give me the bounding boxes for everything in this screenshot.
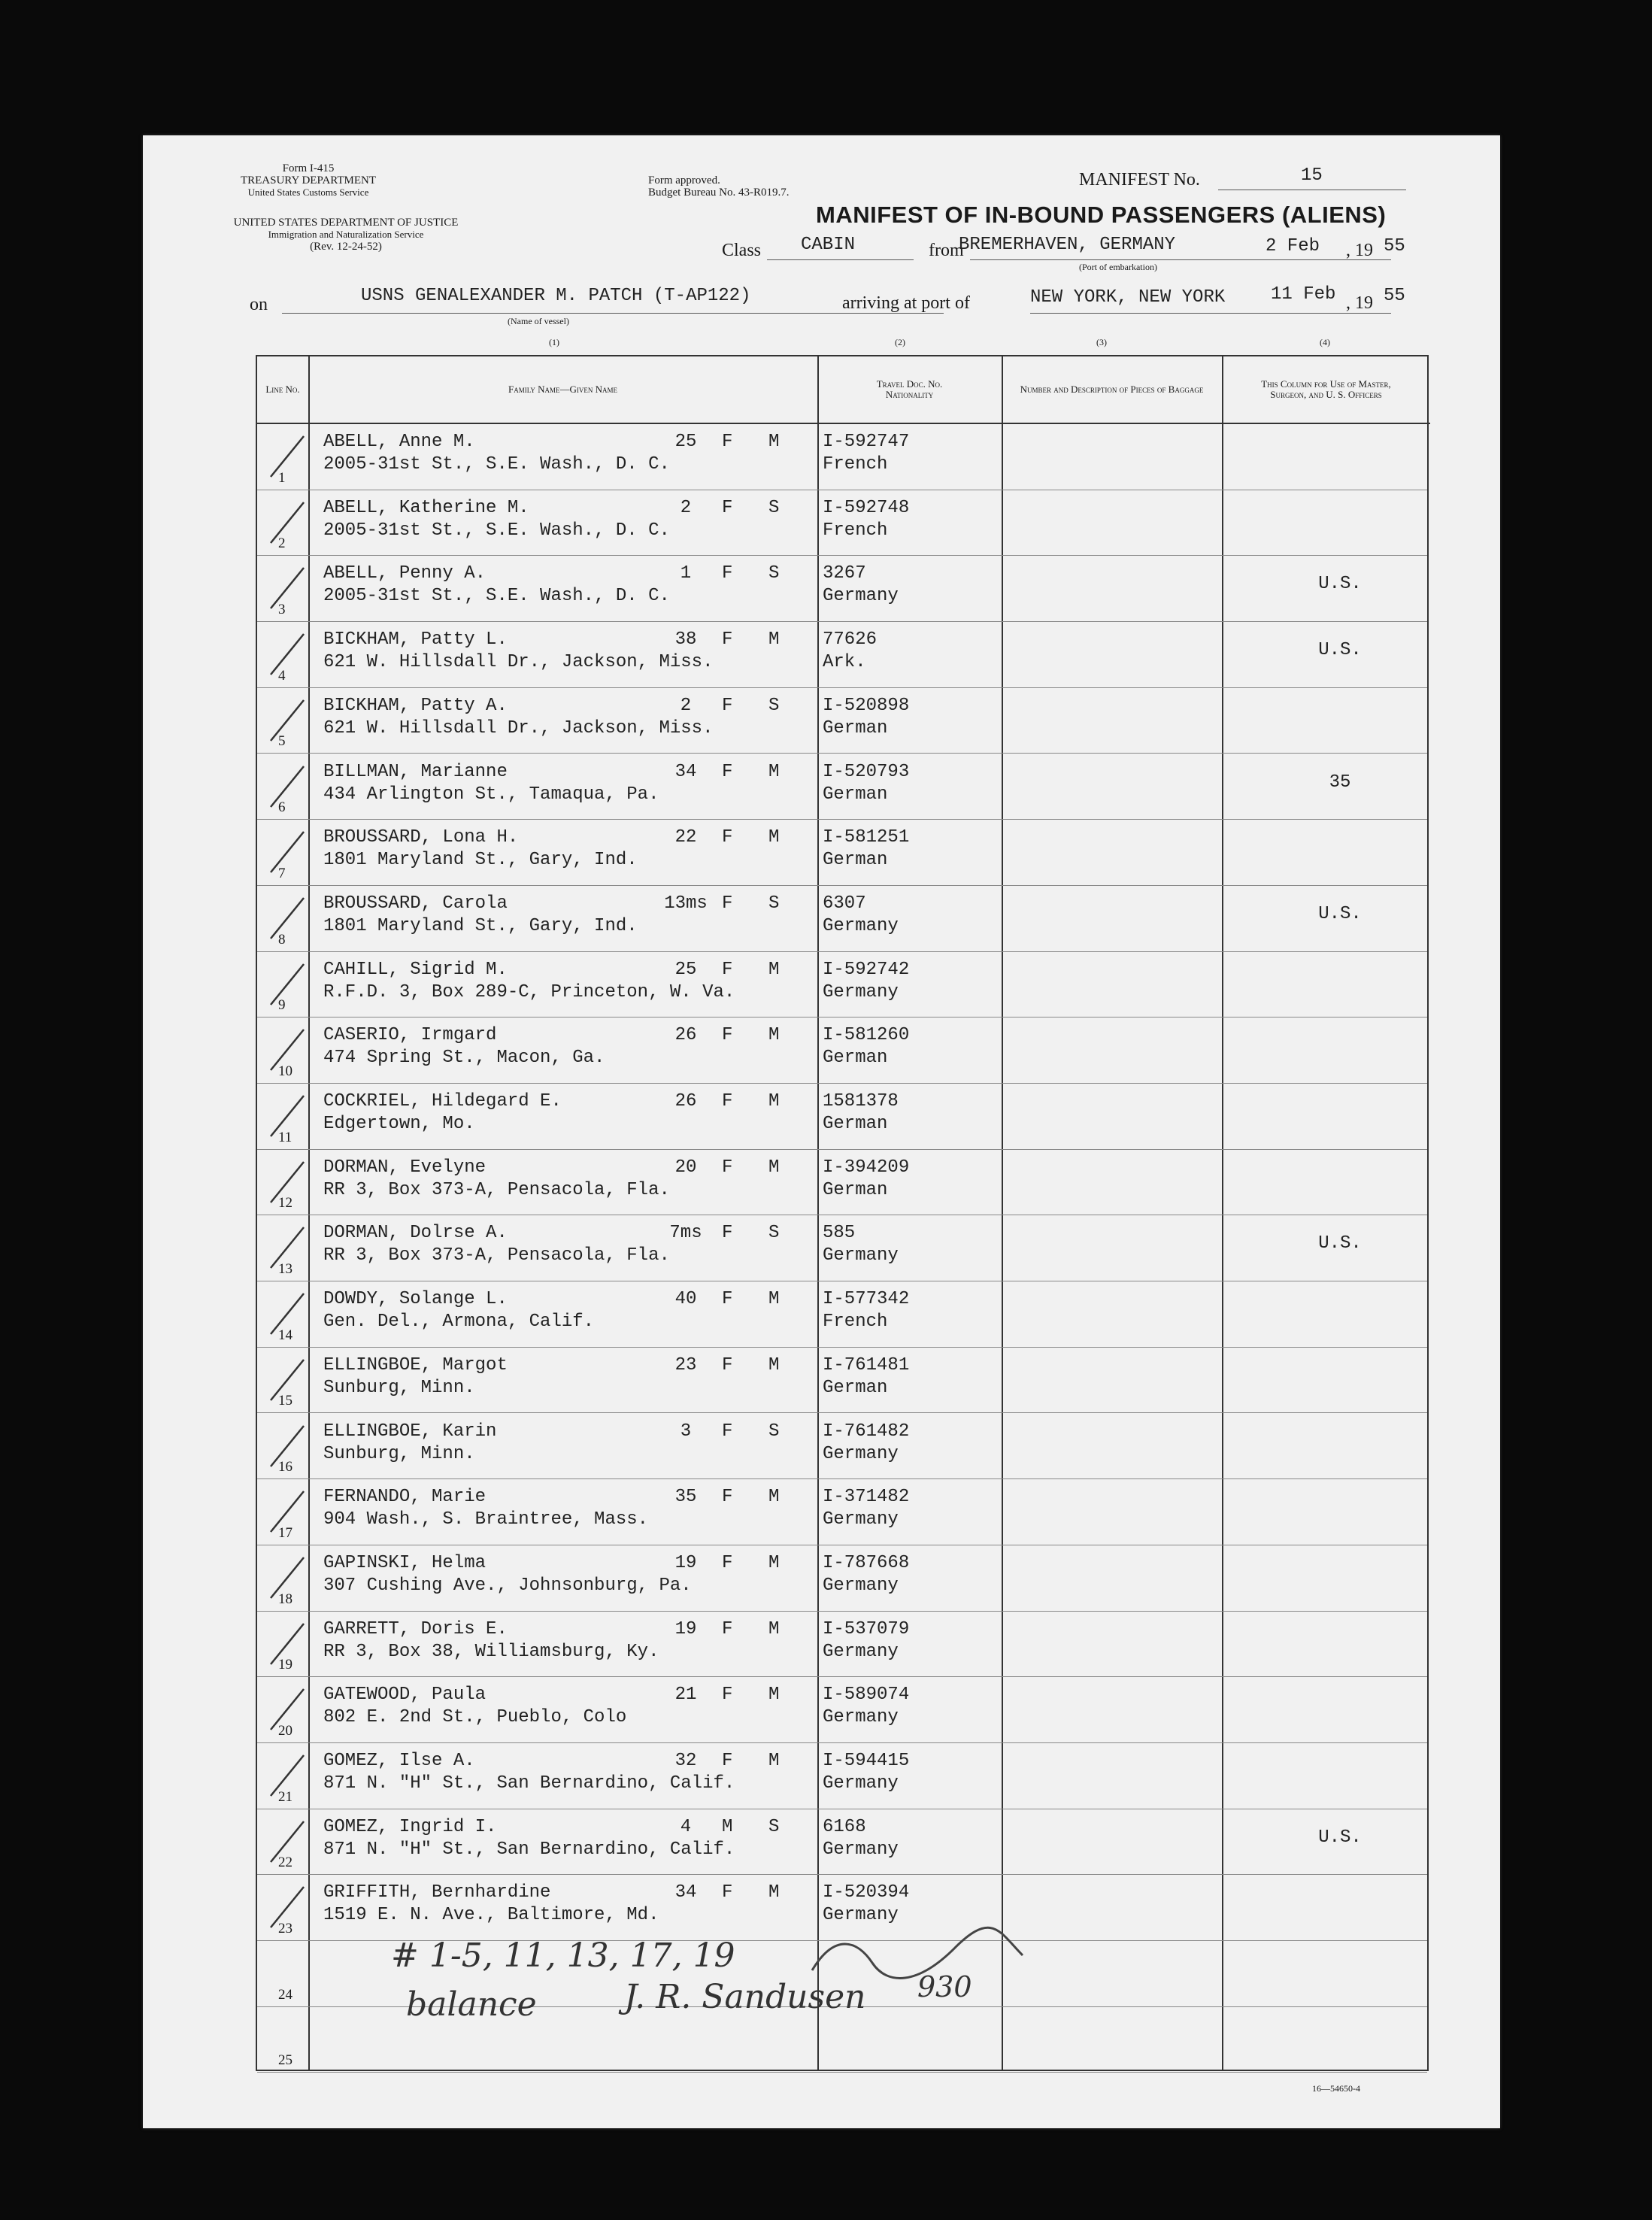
table-row: [257, 1612, 1427, 1678]
handwritten-time: 930: [917, 1970, 972, 2003]
checkmark-icon: [265, 892, 310, 945]
passenger-age: 22: [674, 827, 697, 848]
line-number: 7: [278, 865, 286, 881]
checkmark-icon: [265, 1749, 310, 1802]
passenger-sex: F: [722, 432, 733, 452]
passenger-age: 38: [674, 629, 697, 651]
passenger-sex: F: [722, 1751, 733, 1771]
passenger-sex: F: [722, 1618, 733, 1639]
travel-doc-number: I-520394: [823, 1882, 910, 1903]
passenger-address: 474 Spring St., Macon, Ga.: [323, 1048, 605, 1069]
line-number: 3: [278, 602, 286, 618]
passenger-sex: F: [722, 1487, 733, 1508]
passenger-age: 20: [674, 1157, 697, 1178]
col-num-2: (2): [895, 337, 905, 347]
passenger-name: GAPINSKI, Helma: [323, 1552, 487, 1573]
manifest-title: MANIFEST OF IN-BOUND PASSENGERS (ALIENS): [816, 202, 1387, 228]
passenger-marital-status: M: [768, 629, 780, 651]
passenger-address: 621 W. Hillsdall Dr., Jackson, Miss.: [323, 652, 714, 673]
passenger-marital-status: S: [768, 1816, 780, 1837]
officer-note: U.S.: [1318, 1827, 1362, 1848]
table-row: [257, 1348, 1427, 1414]
travel-doc-number: I-787668: [823, 1552, 910, 1573]
table-row: [257, 622, 1427, 688]
customs-service: United States Customs Service: [247, 187, 369, 198]
table-row: [257, 820, 1427, 886]
line-number: 8: [278, 931, 286, 948]
checkmark-icon: [265, 496, 310, 549]
passenger-age: 40: [674, 1289, 697, 1310]
passenger-age: 21: [674, 1685, 697, 1706]
passenger-nationality: French: [823, 454, 888, 475]
line-number: 18: [278, 1591, 293, 1607]
checkmark-icon: [265, 562, 310, 614]
passenger-nationality: Germany: [823, 1839, 899, 1860]
table-row: [257, 1215, 1427, 1281]
handwritten-line-ref: # 1-5, 11, 13, 17, 19: [391, 1936, 735, 1975]
passenger-name: GRIFFITH, Bernhardine: [323, 1882, 551, 1903]
passenger-name: ELLINGBOE, Margot: [323, 1354, 508, 1375]
checkmark-icon: [265, 1420, 310, 1472]
officer-note: U.S.: [1318, 1233, 1362, 1254]
officer-note: U.S.: [1318, 640, 1362, 661]
travel-doc-number: I-594415: [823, 1751, 910, 1771]
passenger-age: 4: [680, 1816, 692, 1837]
line-number: 22: [278, 1855, 293, 1871]
checkmark-icon: [265, 1618, 310, 1670]
on-label: on: [250, 295, 268, 314]
checkmark-icon: [265, 1024, 310, 1076]
passenger-age: 19: [674, 1618, 697, 1639]
checkmark-icon: [265, 1815, 310, 1868]
passenger-age: 7ms: [669, 1223, 702, 1244]
passenger-address: Sunburg, Minn.: [323, 1443, 475, 1464]
passenger-marital-status: M: [768, 1157, 780, 1178]
travel-doc-number: I-581251: [823, 827, 910, 848]
passenger-address: RR 3, Box 373-A, Pensacola, Fla.: [323, 1245, 670, 1266]
passenger-name: ABELL, Katherine M.: [323, 497, 529, 518]
passenger-nationality: French: [823, 520, 888, 541]
passenger-nationality: German: [823, 1179, 888, 1200]
checkmark-icon: [265, 760, 310, 813]
passenger-marital-status: M: [768, 827, 780, 848]
travel-doc-number: I-371482: [823, 1487, 910, 1508]
checkmark-icon: [265, 1881, 310, 1933]
passenger-marital-status: S: [768, 563, 780, 584]
passenger-age: 3: [680, 1421, 692, 1442]
form-approval: [648, 174, 789, 199]
handwritten-balance: balance: [406, 1985, 537, 2024]
revision-date: (Rev. 12-24-52): [310, 241, 382, 253]
line-number: 21: [278, 1788, 293, 1805]
passenger-nationality: Germany: [823, 1443, 899, 1464]
passenger-name: BICKHAM, Patty A.: [323, 695, 508, 716]
col-header-travel-doc: Travel Doc. No. Nationality: [817, 356, 1002, 424]
table-row: [257, 952, 1427, 1018]
passenger-marital-status: M: [768, 1487, 780, 1508]
vessel-caption: (Name of vessel): [508, 316, 569, 326]
passenger-address: 871 N. "H" St., San Bernardino, Calif.: [323, 1773, 735, 1794]
line-number: 13: [278, 1261, 293, 1278]
line-number: 4: [278, 667, 286, 684]
travel-doc-number: 3267: [823, 563, 866, 584]
arrival-port: NEW YORK, NEW YORK: [1030, 287, 1226, 308]
passenger-nationality: Germany: [823, 915, 899, 936]
passenger-nationality: Ark.: [823, 652, 866, 673]
passenger-address: R.F.D. 3, Box 289-C, Princeton, W. Va.: [323, 981, 735, 1002]
passenger-age: 34: [674, 761, 697, 782]
line-number: 10: [278, 1063, 293, 1079]
passenger-marital-status: S: [768, 893, 780, 914]
passenger-name: DOWDY, Solange L.: [323, 1289, 508, 1310]
passenger-age: 26: [674, 1091, 697, 1112]
passenger-age: 25: [674, 432, 697, 452]
passenger-address: Sunburg, Minn.: [323, 1377, 475, 1398]
travel-doc-number: I-592748: [823, 497, 910, 518]
line-number: 16: [278, 1459, 293, 1475]
passenger-marital-status: M: [768, 959, 780, 980]
passenger-sex: M: [722, 1816, 733, 1837]
passenger-marital-status: M: [768, 432, 780, 452]
form-header-left: [233, 162, 383, 199]
arriving-label: arriving at port of: [842, 293, 970, 313]
col-header-line-no: Line No.: [257, 356, 308, 424]
passenger-name: COCKRIEL, Hildegard E.: [323, 1091, 562, 1112]
passenger-address: 434 Arlington St., Tamaqua, Pa.: [323, 784, 659, 805]
travel-doc-number: I-761482: [823, 1421, 910, 1442]
passenger-address: RR 3, Box 38, Williamsburg, Ky.: [323, 1641, 659, 1662]
table-row: [257, 1018, 1427, 1084]
embarkation-year: 55: [1384, 236, 1405, 256]
passenger-sex: F: [722, 629, 733, 651]
checkmark-icon: [265, 430, 310, 483]
passenger-name: CAHILL, Sigrid M.: [323, 959, 508, 980]
from-label: from: [929, 241, 964, 260]
travel-doc-number: I-577342: [823, 1289, 910, 1310]
embarkation-date: 2 Feb: [1266, 236, 1320, 256]
line-number: 1: [278, 469, 286, 486]
passenger-marital-status: M: [768, 1882, 780, 1903]
line-number: 19: [278, 1657, 293, 1673]
passenger-name: BILLMAN, Marianne: [323, 761, 508, 782]
passenger-marital-status: S: [768, 497, 780, 518]
line-number: 24: [278, 1986, 293, 2003]
travel-doc-number: 6307: [823, 893, 866, 914]
passenger-name: FERNANDO, Marie: [323, 1487, 487, 1508]
checkmark-icon: [265, 1221, 310, 1274]
class-value: CABIN: [801, 235, 856, 255]
form-number: Form I-415: [282, 162, 335, 174]
passenger-table: [256, 355, 1429, 2071]
passenger-name: GOMEZ, Ingrid I.: [323, 1816, 497, 1837]
officer-note: 35: [1329, 772, 1351, 793]
line-number: 6: [278, 799, 286, 816]
passenger-nationality: German: [823, 784, 888, 805]
passenger-age: 34: [674, 1882, 697, 1903]
col-num-3: (3): [1096, 337, 1107, 347]
passenger-name: DORMAN, Dolrse A.: [323, 1223, 508, 1244]
passenger-sex: F: [722, 1685, 733, 1706]
passenger-nationality: Germany: [823, 1773, 899, 1794]
passenger-nationality: Germany: [823, 1245, 899, 1266]
checkmark-icon: [265, 826, 310, 878]
travel-doc-number: I-761481: [823, 1354, 910, 1375]
passenger-sex: F: [722, 1552, 733, 1573]
table-row: [257, 688, 1427, 754]
port-of-embarkation: BREMERHAVEN, GERMANY: [959, 235, 1176, 255]
class-label: Class: [722, 241, 762, 260]
passenger-sex: F: [722, 1289, 733, 1310]
table-row: [257, 1677, 1427, 1743]
passenger-address: 621 W. Hillsdall Dr., Jackson, Miss.: [323, 717, 714, 738]
passenger-address: Gen. Del., Armona, Calif.: [323, 1312, 595, 1333]
passenger-name: GOMEZ, Ilse A.: [323, 1751, 475, 1771]
passenger-nationality: German: [823, 1377, 888, 1398]
passenger-address: RR 3, Box 373-A, Pensacola, Fla.: [323, 1179, 670, 1200]
passenger-marital-status: M: [768, 1552, 780, 1573]
passenger-sex: F: [722, 827, 733, 848]
line-number: 15: [278, 1393, 293, 1409]
passenger-age: 2: [680, 695, 692, 716]
ins-service: Immigration and Naturalization Service: [268, 229, 424, 240]
line-number: 11: [278, 1129, 293, 1145]
checkmark-icon: [265, 1090, 310, 1142]
passenger-marital-status: M: [768, 1618, 780, 1639]
table-row: [257, 1545, 1427, 1612]
passenger-address: 307 Cushing Ave., Johnsonburg, Pa.: [323, 1575, 692, 1596]
passenger-nationality: Germany: [823, 981, 899, 1002]
passenger-name: BROUSSARD, Carola: [323, 893, 508, 914]
footer-code: 16—54650-4: [1312, 2083, 1360, 2094]
form-approved: Form approved.: [648, 174, 720, 187]
checkmark-icon: [265, 1156, 310, 1209]
passenger-age: 13ms: [664, 893, 708, 914]
passenger-marital-status: S: [768, 1223, 780, 1244]
passenger-address: 2005-31st St., S.E. Wash., D. C.: [323, 520, 670, 541]
passenger-nationality: German: [823, 1048, 888, 1069]
passenger-address: 2005-31st St., S.E. Wash., D. C.: [323, 586, 670, 607]
officer-note: U.S.: [1318, 903, 1362, 924]
passenger-sex: F: [722, 695, 733, 716]
travel-doc-number: I-520898: [823, 695, 910, 716]
checkmark-icon: [265, 1354, 310, 1406]
passenger-age: 1: [680, 563, 692, 584]
passenger-age: 35: [674, 1487, 697, 1508]
checkmark-icon: [265, 1287, 310, 1340]
table-row: [257, 424, 1427, 490]
line-number: 9: [278, 997, 286, 1014]
arrival-year: 55: [1384, 286, 1405, 306]
line-number: 20: [278, 1722, 293, 1739]
table-row: [257, 1281, 1427, 1348]
passenger-name: CASERIO, Irmgard: [323, 1025, 497, 1046]
treasury-dept: TREASURY DEPARTMENT: [240, 174, 377, 187]
passenger-sex: F: [722, 1223, 733, 1244]
passenger-name: GATEWOOD, Paula: [323, 1685, 487, 1706]
checkmark-icon: [265, 628, 310, 681]
passenger-name: BICKHAM, Patty L.: [323, 629, 508, 651]
table-row: [257, 556, 1427, 622]
travel-doc-number: I-537079: [823, 1618, 910, 1639]
travel-doc-number: I-581260: [823, 1025, 910, 1046]
travel-doc-number: I-589074: [823, 1685, 910, 1706]
manifest-number: 15: [1301, 165, 1323, 186]
passenger-name: DORMAN, Evelyne: [323, 1157, 487, 1178]
passenger-age: 26: [674, 1025, 697, 1046]
table-row: [257, 490, 1427, 557]
passenger-age: 25: [674, 959, 697, 980]
checkmark-icon: [265, 694, 310, 747]
col-num-1: (1): [549, 337, 559, 347]
checkmark-icon: [265, 1485, 310, 1538]
passenger-marital-status: S: [768, 1421, 780, 1442]
year-prefix-2: , 19: [1346, 293, 1373, 313]
passenger-marital-status: M: [768, 761, 780, 782]
port-embark-caption: (Port of embarkation): [1079, 262, 1157, 272]
passenger-name: ABELL, Anne M.: [323, 432, 475, 452]
passenger-marital-status: M: [768, 1025, 780, 1046]
passenger-age: 19: [674, 1552, 697, 1573]
manifest-no-label: MANIFEST No.: [1079, 170, 1200, 190]
travel-doc-number: 1581378: [823, 1091, 899, 1112]
passenger-sex: F: [722, 893, 733, 914]
passenger-sex: F: [722, 1882, 733, 1903]
travel-doc-number: I-394209: [823, 1157, 910, 1178]
passenger-name: BROUSSARD, Lona H.: [323, 827, 519, 848]
passenger-sex: F: [722, 563, 733, 584]
table-row: [257, 1743, 1427, 1809]
passenger-name: ABELL, Penny A.: [323, 563, 487, 584]
passenger-age: 23: [674, 1354, 697, 1375]
passenger-marital-status: M: [768, 1354, 780, 1375]
travel-doc-number: I-592742: [823, 959, 910, 980]
officer-note: U.S.: [1318, 574, 1362, 595]
passenger-name: ELLINGBOE, Karin: [323, 1421, 497, 1442]
justice-header: [233, 217, 459, 253]
line-number: 2: [278, 535, 286, 552]
manifest-sheet: [143, 135, 1500, 2128]
passenger-marital-status: S: [768, 695, 780, 716]
line-number: 25: [278, 2052, 293, 2069]
passenger-address: 1801 Maryland St., Gary, Ind.: [323, 915, 638, 936]
passenger-sex: F: [722, 1025, 733, 1046]
passenger-marital-status: M: [768, 1289, 780, 1310]
table-row: [257, 1414, 1427, 1480]
passenger-address: 1801 Maryland St., Gary, Ind.: [323, 850, 638, 871]
passenger-address: 1519 E. N. Ave., Baltimore, Md.: [323, 1905, 659, 1926]
col-num-4: (4): [1320, 337, 1330, 347]
checkmark-icon: [265, 958, 310, 1011]
passenger-address: 904 Wash., S. Braintree, Mass.: [323, 1509, 649, 1530]
passenger-nationality: Germany: [823, 1575, 899, 1596]
travel-doc-number: I-592747: [823, 432, 910, 452]
checkmark-icon: [265, 1551, 310, 1604]
table-row: [257, 1809, 1427, 1876]
passenger-sex: F: [722, 959, 733, 980]
passenger-nationality: Germany: [823, 586, 899, 607]
passenger-nationality: German: [823, 1114, 888, 1134]
line-number: 12: [278, 1195, 293, 1212]
passenger-nationality: Germany: [823, 1707, 899, 1728]
vessel-name: USNS GENALEXANDER M. PATCH (T-AP122): [361, 286, 751, 306]
handwritten-signature: J. R. Sandusen: [624, 1978, 866, 2016]
travel-doc-number: 585: [823, 1223, 856, 1244]
year-prefix: , 19: [1346, 241, 1373, 260]
passenger-sex: F: [722, 1421, 733, 1442]
passenger-address: 2005-31st St., S.E. Wash., D. C.: [323, 454, 670, 475]
line-number: 17: [278, 1524, 293, 1541]
line-number: 5: [278, 733, 286, 750]
passenger-nationality: German: [823, 850, 888, 871]
line-number: 23: [278, 1921, 293, 1937]
passenger-age: 32: [674, 1751, 697, 1771]
justice-dept: UNITED STATES DEPARTMENT OF JUSTICE: [233, 217, 459, 229]
passenger-nationality: French: [823, 1312, 888, 1333]
passenger-sex: F: [722, 1157, 733, 1178]
passenger-sex: F: [722, 1091, 733, 1112]
line-number: 14: [278, 1327, 293, 1343]
col-header-baggage: Number and Description of Pieces of Baggage: [1002, 356, 1222, 424]
table-row: [257, 886, 1427, 952]
passenger-sex: F: [722, 761, 733, 782]
passenger-nationality: Germany: [823, 1641, 899, 1662]
col-header-officers: This Column for Use of Master, Surgeon, and U. S. Officers: [1222, 356, 1430, 424]
table-row: [257, 1479, 1427, 1545]
travel-doc-number: I-520793: [823, 761, 910, 782]
passenger-nationality: Germany: [823, 1905, 899, 1926]
passenger-marital-status: M: [768, 1751, 780, 1771]
arrival-date: 11 Feb: [1271, 284, 1336, 305]
table-row: [257, 1084, 1427, 1150]
passenger-age: 2: [680, 497, 692, 518]
passenger-name: GARRETT, Doris E.: [323, 1618, 508, 1639]
passenger-address: 802 E. 2nd St., Pueblo, Colo: [323, 1707, 627, 1728]
col-header-name: Family Name—Given Name: [308, 356, 817, 424]
travel-doc-number: 77626: [823, 629, 878, 651]
passenger-marital-status: M: [768, 1685, 780, 1706]
passenger-nationality: German: [823, 717, 888, 738]
checkmark-icon: [265, 1683, 310, 1736]
travel-doc-number: 6168: [823, 1816, 866, 1837]
signature-flourish: [805, 1925, 1030, 1993]
passenger-sex: F: [722, 1354, 733, 1375]
table-row: [257, 754, 1427, 820]
budget-bureau: Budget Bureau No. 43-R019.7.: [648, 187, 790, 199]
passenger-address: 871 N. "H" St., San Bernardino, Calif.: [323, 1839, 735, 1860]
table-row: [257, 1150, 1427, 1216]
passenger-nationality: Germany: [823, 1509, 899, 1530]
passenger-address: Edgertown, Mo.: [323, 1114, 475, 1134]
passenger-marital-status: M: [768, 1091, 780, 1112]
passenger-sex: F: [722, 497, 733, 518]
